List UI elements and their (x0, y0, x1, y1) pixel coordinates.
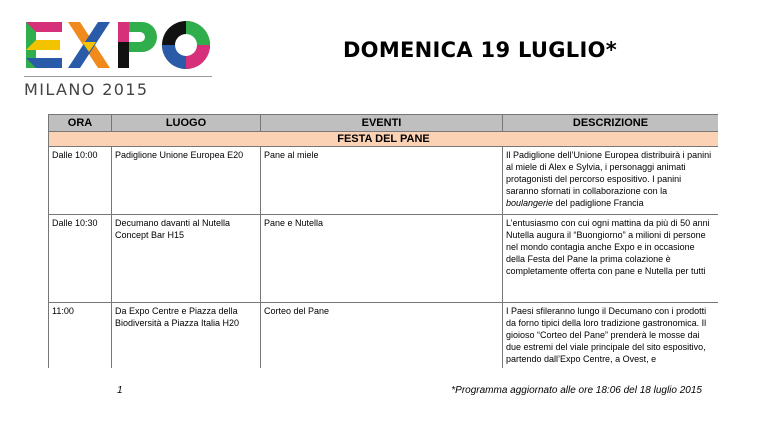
page-title: DOMENICA 19 LUGLIO* (342, 38, 618, 62)
update-note: *Programma aggiornato alle ore 18:06 del 18 luglio 2015 (451, 385, 702, 396)
logo-divider (24, 76, 212, 77)
header-descrizione: DESCRIZIONE (503, 115, 719, 132)
descrizione-text-end: del padiglione Francia (553, 198, 644, 208)
cell-descrizione: L’entusiasmo con cui ogni mattina da più di 50 anni Nutella augura il “Buongiorno” a milioni di persone nel mondo contagia anche Expo e in occasione della Festa del Pane la prima colazione è completamente offerta con pane e Nutella per tutti (503, 215, 719, 303)
header-ora: ORA (49, 115, 112, 132)
cell-ora: Dalle 10:30 (49, 215, 112, 303)
cell-descrizione (503, 147, 719, 215)
cell-evento: Corteo del Pane (261, 303, 503, 369)
cell-descrizione: I Paesi sfileranno lungo il Decumano con i prodotti da forno tipici della loro tradizione gastronomica. Il gioioso “Corteo del Pane” prenderà le mosse dai due estremi del viale principale del sito espositivo, partendo dall’Expo Centre, a Ovest, e (503, 303, 719, 369)
page-number: 1 (117, 385, 123, 396)
cell-evento: Pane al miele (261, 147, 503, 215)
program-table (48, 114, 718, 368)
header-luogo: LUOGO (112, 115, 261, 132)
cell-ora: 11:00 (49, 303, 112, 369)
logo-letter-x (68, 22, 110, 68)
descrizione-italic-text: boulangerie (506, 198, 554, 208)
logo-city-text: MILANO 2015 (24, 80, 149, 99)
header-eventi: EVENTI (261, 115, 503, 132)
table-header-row (49, 115, 719, 132)
logo-letter-e (26, 22, 62, 68)
cell-luogo: Da Expo Centre e Piazza della Biodiversità a Piazza Italia H20 (112, 303, 261, 369)
table-row (49, 147, 719, 215)
section-title: FESTA DEL PANE (49, 132, 719, 147)
cell-luogo: Decumano davanti al Nutella Concept Bar H15 (112, 215, 261, 303)
cell-evento: Pane e Nutella (261, 215, 503, 303)
cell-ora: Dalle 10:00 (49, 147, 112, 215)
descrizione-text: Il Padiglione dell’Unione Europea distribuirà i panini al miele di Alex e Sylvia, i personaggi animati protagonisti del percorso espositivo. I panini saranno sfornati in collaborazione con la (506, 150, 712, 196)
logo-letter-p (118, 22, 157, 68)
cell-luogo: Padiglione Unione Europea E20 (112, 147, 261, 215)
section-row (49, 132, 719, 147)
table-row (49, 215, 719, 303)
program-table-container (48, 114, 718, 368)
table-row (49, 303, 719, 369)
logo-letter-o (162, 21, 210, 69)
